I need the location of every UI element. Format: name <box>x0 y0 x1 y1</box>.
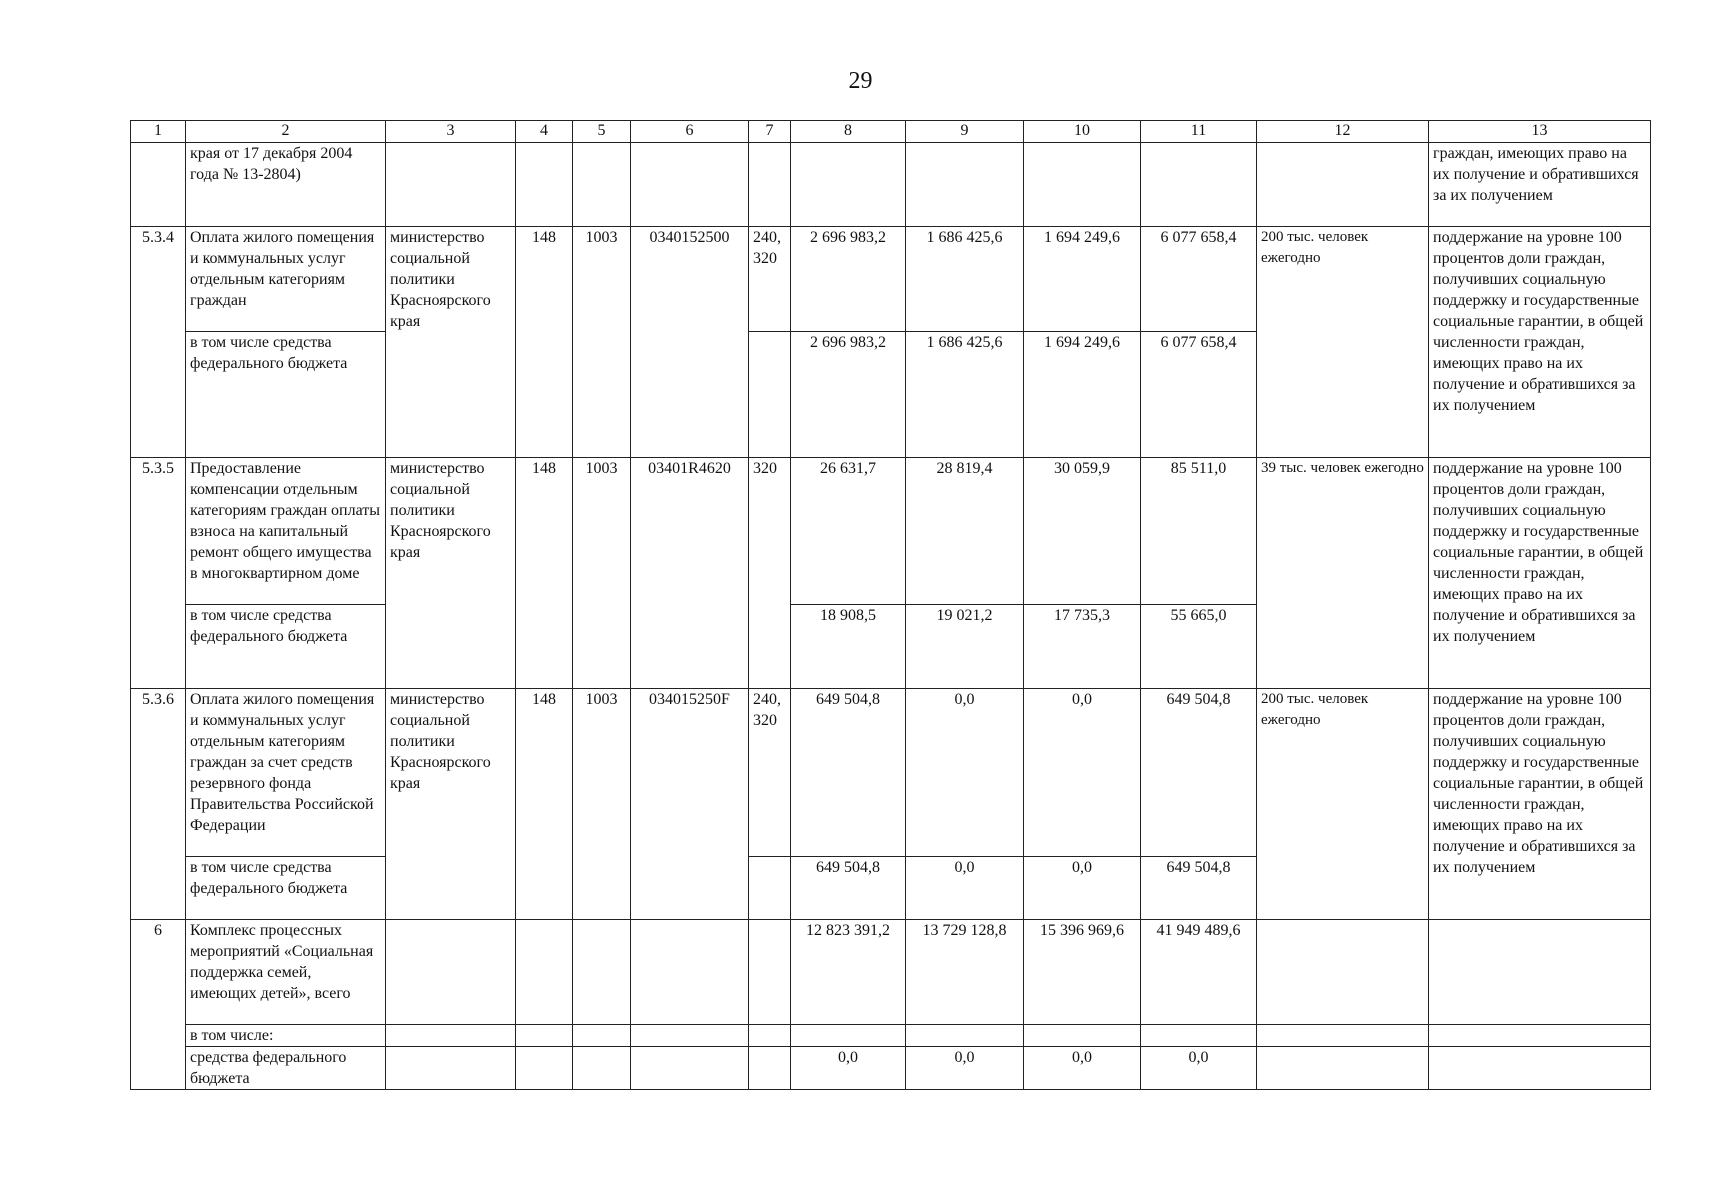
item-number: 5.3.6 <box>131 689 186 920</box>
item-value-9: 0,0 <box>906 689 1024 857</box>
sub-value-10: 1 694 249,6 <box>1024 332 1141 458</box>
item-code-5: 1003 <box>573 458 631 689</box>
header-cell: 13 <box>1429 121 1651 143</box>
item-code-4: 148 <box>516 458 573 689</box>
item-executor: министерство социальной политики Красноярского края <box>386 689 516 920</box>
sub-value-9: 19 021,2 <box>906 605 1024 689</box>
item-indicator: 39 тыс. человек ежегодно <box>1257 458 1429 689</box>
sub-name: в том числе средства федерального бюджета <box>186 857 386 920</box>
sub-value-11: 55 665,0 <box>1141 605 1257 689</box>
item-name: края от 17 декабря 2004 года № 13-2804) <box>186 143 386 227</box>
table-row <box>131 458 1651 605</box>
sub-value-10: 0,0 <box>1024 857 1141 920</box>
table-row <box>131 227 1651 332</box>
item-name: Оплата жилого помещения и коммунальных услуг отдельным категориям граждан <box>186 227 386 332</box>
item-result: поддержание на уровне 100 процентов доли граждан, получивших социальную поддержку и государственные социальные гарантии, в общей численности граждан, имеющих право на их получение и обратившихся за их получением <box>1429 689 1651 920</box>
item-result: граждан, имеющих право на их получение и обратившихся за их получением <box>1429 143 1651 227</box>
item-number: 5.3.4 <box>131 227 186 458</box>
header-cell: 1 <box>131 121 186 143</box>
item-code-5: 1003 <box>573 689 631 920</box>
sub-value-8: 2 696 983,2 <box>791 332 906 458</box>
table-row <box>131 689 1651 857</box>
item-result: поддержание на уровне 100 процентов доли граждан, получивших социальную поддержку и государственные социальные гарантии, в общей численности граждан, имеющих право на их получение и обратившихся за их получением <box>1429 227 1651 458</box>
item-value-9: 1 686 425,6 <box>906 227 1024 332</box>
item-code-6: 034015250F <box>631 689 749 920</box>
item-executor: министерство социальной политики Красноярского края <box>386 227 516 458</box>
item-value-11: 649 504,8 <box>1141 689 1257 857</box>
item-code-6: 0340152500 <box>631 227 749 458</box>
sub-value-11: 649 504,8 <box>1141 857 1257 920</box>
header-cell: 5 <box>573 121 631 143</box>
header-cell: 11 <box>1141 121 1257 143</box>
item-number: 5.3.5 <box>131 458 186 689</box>
item-indicator: 200 тыс. человек ежегодно <box>1257 689 1429 920</box>
item-value-8: 649 504,8 <box>791 689 906 857</box>
sub-value-8: 18 908,5 <box>791 605 906 689</box>
section-federal-8: 0,0 <box>791 1047 906 1090</box>
sub-value-11: 6 077 658,4 <box>1141 332 1257 458</box>
item-value-8: 2 696 983,2 <box>791 227 906 332</box>
sub-value-8: 649 504,8 <box>791 857 906 920</box>
item-result: поддержание на уровне 100 процентов доли граждан, получивших социальную поддержку и государственные социальные гарантии, в общей численности граждан, имеющих право на их получение и обратившихся за их получением <box>1429 458 1651 689</box>
header-cell: 10 <box>1024 121 1141 143</box>
section-federal-name: средства федерального бюджета <box>186 1047 386 1090</box>
header-cell: 2 <box>186 121 386 143</box>
item-code-7: 240, 320 <box>749 689 791 857</box>
section-value-8: 12 823 391,2 <box>791 920 906 1025</box>
item-value-10: 0,0 <box>1024 689 1141 857</box>
section-including-row <box>131 1025 1651 1047</box>
section-number: 6 <box>131 920 186 1090</box>
section-federal-11: 0,0 <box>1141 1047 1257 1090</box>
section-value-11: 41 949 489,6 <box>1141 920 1257 1025</box>
continuation-row <box>131 143 1651 227</box>
budget-table <box>130 120 1651 1090</box>
sub-value-10: 17 735,3 <box>1024 605 1141 689</box>
header-cell: 8 <box>791 121 906 143</box>
section-federal-row <box>131 1047 1651 1090</box>
item-value-10: 30 059,9 <box>1024 458 1141 605</box>
header-row <box>131 121 1651 143</box>
section-federal-10: 0,0 <box>1024 1047 1141 1090</box>
item-code-5: 1003 <box>573 227 631 458</box>
item-name: Предоставление компенсации отдельным категориям граждан оплаты взноса на капитальный ремонт общего имущества в многоквартирном доме <box>186 458 386 605</box>
header-cell: 7 <box>749 121 791 143</box>
page-number: 29 <box>848 68 873 94</box>
header-cell: 6 <box>631 121 749 143</box>
section-federal-9: 0,0 <box>906 1047 1024 1090</box>
item-indicator: 200 тыс. человек ежегодно <box>1257 227 1429 458</box>
header-cell: 12 <box>1257 121 1429 143</box>
header-cell: 9 <box>906 121 1024 143</box>
header-cell: 3 <box>386 121 516 143</box>
item-name: Оплата жилого помещения и коммунальных услуг отдельным категориям граждан за счет средств резервного фонда Правительства Российской Федерации <box>186 689 386 857</box>
sub-value-9: 0,0 <box>906 857 1024 920</box>
item-value-11: 6 077 658,4 <box>1141 227 1257 332</box>
sub-value-9: 1 686 425,6 <box>906 332 1024 458</box>
header-cell: 4 <box>516 121 573 143</box>
sub-name: в том числе средства федерального бюджета <box>186 332 386 458</box>
item-code-4: 148 <box>516 227 573 458</box>
item-value-9: 28 819,4 <box>906 458 1024 605</box>
item-code-7: 320 <box>749 458 791 689</box>
section-value-10: 15 396 969,6 <box>1024 920 1141 1025</box>
section-including-label: в том числе: <box>186 1025 386 1047</box>
sub-name: в том числе средства федерального бюджета <box>186 605 386 689</box>
item-code-7: 240, 320 <box>749 227 791 332</box>
item-executor: министерство социальной политики Красноярского края <box>386 458 516 689</box>
item-code-4: 148 <box>516 689 573 920</box>
item-value-8: 26 631,7 <box>791 458 906 605</box>
item-value-10: 1 694 249,6 <box>1024 227 1141 332</box>
item-value-11: 85 511,0 <box>1141 458 1257 605</box>
item-code-6: 03401R4620 <box>631 458 749 689</box>
section-value-9: 13 729 128,8 <box>906 920 1024 1025</box>
section-name: Комплекс процессных мероприятий «Социальная поддержка семей, имеющих детей», всего <box>186 920 386 1025</box>
section-row <box>131 920 1651 1025</box>
